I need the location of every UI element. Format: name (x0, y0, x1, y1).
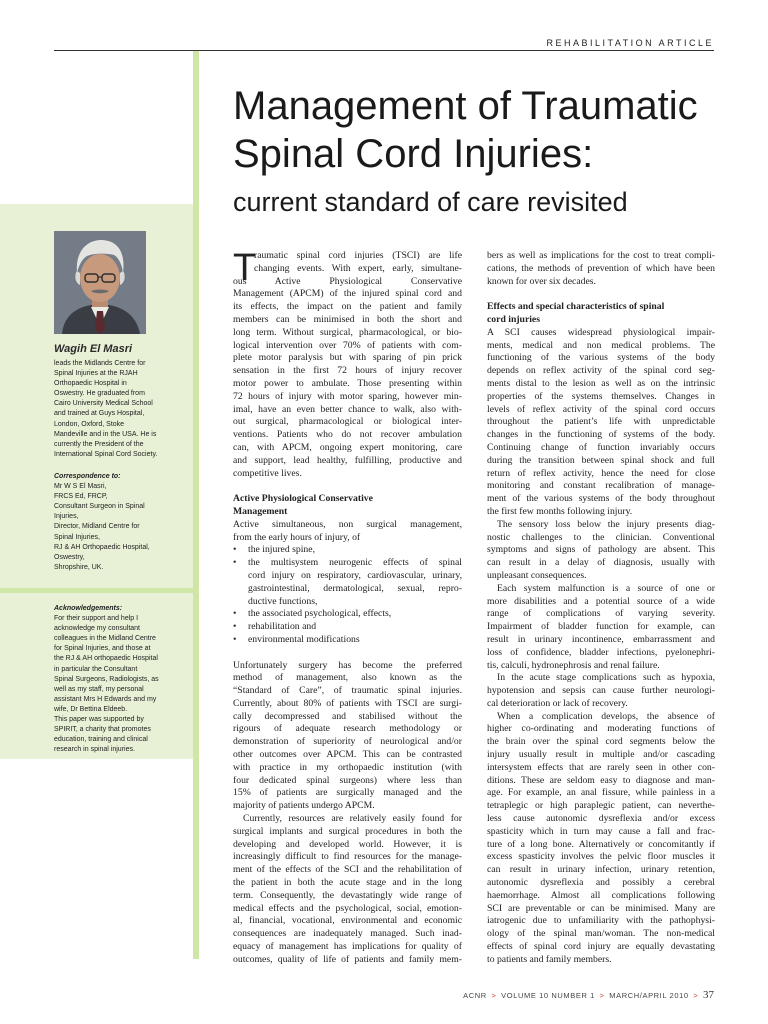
acknowledgements-line: research in spinal injuries. (54, 746, 135, 754)
text-line: tetraplegic or high paraplegic patient, can neverthe- (487, 800, 715, 812)
text-line: its effects, the impact on the patient and family (233, 301, 462, 313)
text-line: When a complication develops, the absence of (497, 710, 715, 722)
volume-info: VOLUME 10 NUMBER 1 (501, 991, 595, 1000)
bullet-continuation: cord injury on respiratory, cardiovascular, urinary, (248, 569, 462, 581)
sidebar-divider (0, 588, 193, 593)
intro-paragraph (233, 276, 462, 481)
acknowledgements-line: Spinal Surgeons, Radiologists, as (54, 675, 159, 683)
text-line: effects of spinal cord injury are equally devastating (487, 941, 715, 953)
text-line: properties of the systems themselves. Changes in (487, 390, 715, 402)
bio-line: Orthopaedic Hospital in (54, 380, 127, 388)
acute-paragraph (487, 672, 715, 710)
text-line: cations, the methods of prevention of which have been (487, 262, 715, 274)
text-line: during the transition between spinal shock and full (487, 454, 715, 466)
bullet-text: rehabilitation and (248, 621, 317, 633)
text-line: changing events. With expert, early, simultane- (254, 262, 462, 274)
text-line: the patient in both the acute stage and in the long (233, 877, 462, 889)
text-line: Impairment of bladder function for example, can (487, 621, 715, 633)
section-heading: Effects and special characteristics of spinal (487, 301, 665, 313)
text-line: ments, medical and non medical problems. The (487, 339, 715, 351)
bullet-marker: • (233, 557, 237, 569)
text-line: ditions. These are seldom easy to diagnose and man- (487, 774, 715, 786)
text-line: ment of the various systems of the body throughout (487, 493, 715, 505)
acknowledgements-line: This paper was supported by (54, 716, 144, 724)
text-line: raumatic spinal cord injuries (TSCI) are life (254, 250, 462, 261)
text-line: competitive lives. (233, 467, 302, 479)
text-line: term. Consequently, the devastatingly wide range of (233, 889, 462, 901)
text-line: A SCI causes widespread physiological impair- (487, 326, 715, 338)
bullet-marker: • (233, 544, 237, 556)
text-line: sensation in the first 72 hours of injury recover (233, 365, 462, 377)
text-line: members can be minimised in both the short and (233, 313, 462, 325)
text-line: injury usually result in multiple and/or cascading (487, 749, 715, 761)
text-line: throughout the patient’s life with unpredictable (487, 416, 715, 428)
page-footer (463, 989, 714, 1001)
acknowledgements-line: in particular the Consultant (54, 665, 138, 673)
text-line: ments distal to the lesion as well as on the intrinsic (487, 377, 715, 389)
acknowledgements-line: assistant Mrs H Edwards and my (54, 695, 157, 703)
effects-paragraph (487, 327, 715, 519)
bullet-marker: • (233, 633, 237, 645)
bullet-list (233, 544, 462, 646)
section-label: REHABILITATION ARTICLE (546, 38, 714, 48)
drop-cap: T (233, 247, 257, 289)
text-line: majority of patients undergo APCM. (233, 800, 375, 812)
correspondence-line: Shropshire, UK. (54, 563, 104, 571)
correspondence-line: Director, Midland Centre for (54, 523, 140, 531)
bullet-item (233, 608, 462, 621)
text-line: bers as well as implications for the cost to treat compli- (487, 250, 715, 261)
correspondence-line: Spinal Injuries, (54, 533, 100, 541)
text-line: excess spasticity involves the pelvic floor muscles it (487, 851, 715, 863)
text-line: hypotension and sepsis can cause further neurologi- (487, 685, 715, 697)
text-line: with practice in my orthopaedic institution (with (233, 761, 462, 773)
text-line: nostic challenges to the clinician. Conventional (487, 531, 715, 543)
acknowledgements-line: For their support and help I (54, 615, 139, 623)
resources-paragraph (233, 813, 462, 967)
text-line: result in urinary incontinence, embarrassment and (487, 633, 715, 645)
paragraph-gap (233, 480, 462, 493)
acknowledgements-line: SPIRIT, a charity that promotes (54, 726, 151, 734)
text-line: higher co-ordinating and moderating functions of (487, 723, 715, 735)
text-line: haemorrhage. Almost all complications following (487, 889, 715, 901)
acknowledgements-line: acknowledge my consultant (54, 625, 140, 633)
text-line: unpleasant consequences. (487, 569, 587, 581)
text-line: Currently, resources are relatively easily found for (243, 813, 462, 825)
text-line: increasingly difficult to find resources for the manage- (233, 851, 462, 863)
text-line: range of complications of varying severity. (487, 608, 715, 620)
journal-name: ACNR (463, 991, 487, 1000)
correspondence-line: FRCS Ed, FRCP, (54, 493, 108, 501)
acknowledgements-heading: Acknowledgements: (54, 605, 123, 612)
text-line: spasticity which in turn may cause a fall and frac- (487, 825, 715, 837)
text-line: developing and developed world. However, it is (233, 838, 462, 850)
arrow-icon: > (491, 991, 497, 1000)
text-line: Continuing change of function invariably occurs (487, 441, 715, 453)
correspondence-line: Oswestry, (54, 553, 85, 561)
complication-paragraph (487, 711, 715, 967)
bullet-item (233, 557, 462, 570)
text-line: cally decompressed and stabilised without the (233, 710, 462, 722)
text-line: less cause autonomic dysreflexia and/or excess (487, 813, 715, 825)
text-line: can result in a delay of diagnosis, usually with (487, 557, 715, 569)
bio-line: Oswestry. He graduated from (54, 390, 145, 398)
acknowledgements-line: wife, Dr Bettina Eldeeb. (54, 705, 128, 713)
text-line: The sensory loss below the injury presents diag- (497, 518, 715, 530)
article-subtitle: current standard of care revisited (233, 187, 628, 217)
text-line: intersystem effects that are rarely seen in other con- (487, 761, 715, 773)
text-line: rigours of adequate research methodology or (233, 723, 462, 735)
bullet-text: the injured spine, (248, 544, 315, 556)
text-line: and support, lead healthy, fulfilling, productive and (233, 454, 462, 466)
sensory-paragraph (487, 519, 715, 583)
section-heading: Active Physiological Conservative (233, 493, 373, 505)
bio-line: and trained at Guys Hospital, (54, 410, 145, 418)
bio-line: Spinal Injuries at the RJAH (54, 370, 138, 378)
acknowledgements-line: the RJ & AH orthopaedic Hospital (54, 655, 158, 663)
arrow-icon: > (599, 991, 605, 1000)
text-line: motor power to ambulate. Those presenting within (233, 377, 462, 389)
issue-date: MARCH/APRIL 2010 (609, 991, 689, 1000)
text-line: In the acute stage complications such as hypoxia, (497, 672, 715, 684)
text-line: more disabilities and a potential source of a wide (487, 595, 715, 607)
author-bio (54, 359, 184, 460)
text-line: tis, calculi, hydronephrosis and renal failure. (487, 659, 660, 671)
bio-line: Mandeville and in the USA. He is (54, 430, 157, 438)
section-heading: cord injuries (487, 313, 541, 325)
text-line: can result in urinary infection, urinary retention, (487, 864, 715, 876)
text-line: levels of reflex activity of the spinal cord occurs (487, 403, 715, 415)
text-line: symptoms and signs of pathology are absent. This (487, 544, 715, 556)
continuation-paragraph (487, 250, 715, 288)
bio-line: leads the Midlands Centre for (54, 360, 146, 367)
bullet-text: environmental modifications (248, 633, 360, 645)
text-line: 72 hours of injury with motor sparing, however min- (233, 390, 462, 402)
body-column-2 (487, 250, 715, 967)
text-line: known for over six decades. (487, 275, 596, 287)
text-line: “Standard of Care”, of traumatic spinal injuries. (233, 685, 462, 697)
text-line: Unfortunately surgery has become the preferred (233, 659, 462, 671)
text-line: outcomes, quality of life of patients and family mem- (233, 953, 462, 965)
paragraph-gap (487, 288, 715, 301)
text-line: functioning of the various systems of the body (487, 352, 715, 364)
correspondence-line: Injuries, (54, 513, 79, 521)
bullet-item (233, 544, 462, 557)
bullet-text: the associated psychological, effects, (248, 608, 392, 620)
page-number: 37 (703, 989, 714, 1001)
text-line: return of reflex activity, hence the need for close (487, 467, 715, 479)
article-title (233, 82, 733, 178)
text-line: other outcomes over APCM. This can be contrasted (233, 749, 462, 761)
bio-line: Cairo University Medical School (54, 400, 153, 408)
text-line: ous Active Physiological Conservative (233, 275, 462, 287)
bullet-text: the multisystem neurogenic effects of spinal (248, 557, 462, 569)
text-line: can, with APCM, ongoing expert monitoring, care (233, 441, 462, 453)
bullet-continuation: ductive functions, (248, 595, 318, 607)
arrow-icon: > (693, 991, 699, 1000)
text-line: long term. Without surgical, pharmacological, or bio- (233, 326, 462, 338)
acknowledgements-line: for Spinal Injuries, and those at (54, 645, 151, 653)
text-line: ment of the effects of the SCI and the rehabilitation of (233, 864, 462, 876)
body-column-1 (233, 247, 462, 967)
text-line: out surgical, pharmacological or biological inter- (233, 416, 462, 428)
acknowledgements-line: education, training and clinical (54, 736, 148, 744)
bio-line: London, Oxford, Stoke (54, 420, 125, 428)
text-line: Currently, about 80% of patients with TSCI are surgi- (233, 697, 462, 709)
text-line: the brain over the spinal cord segments below the (487, 736, 715, 748)
text-line: medical effects and the psychological, social, emotion- (233, 902, 462, 914)
author-photo (54, 231, 146, 334)
correspondence-block (54, 472, 184, 573)
bio-line: International Spinal Cord Society. (54, 450, 158, 458)
surgery-paragraph (233, 660, 462, 814)
text-line: plete motor paralysis but with sparing of pin prick (233, 352, 462, 364)
text-line: from the early hours of injury, of (233, 531, 361, 543)
text-line: ology of the spinal man/woman. The non-medical (487, 928, 715, 940)
paragraph-gap (233, 647, 462, 660)
acknowledgements-block (54, 604, 184, 755)
bullet-continuation: gastrointestinal, dermatological, sexual, repro- (248, 582, 462, 594)
text-line: consequences are inadequately managed. Such inad- (233, 928, 462, 940)
text-line: logical intervention over 70% of patients with com- (233, 339, 462, 351)
correspondence-line: Mr W S El Masri, (54, 483, 107, 491)
text-line: the first few months following injury. (487, 505, 633, 517)
text-line: method of management, also known as the (233, 672, 462, 684)
bullet-marker: • (233, 608, 237, 620)
text-line: cal deterioration or lack of recovery. (487, 697, 628, 709)
text-line: four dedicated spinal surgeons) where less than (233, 774, 462, 786)
text-line: surgical implants and surgical procedures in both the (233, 825, 462, 837)
text-line: 15% of patients are surgically managed and the (233, 787, 462, 799)
text-line: ventions. Patients who do not recover ambulation (233, 429, 462, 441)
text-line: to patients and family members. (487, 953, 612, 965)
text-line: age. For example, an anal fissure, while painless in a (487, 787, 715, 799)
text-line: SCI are preventable or can be minimised. Many are (487, 902, 715, 914)
author-name: Wagih El Masri (54, 343, 133, 355)
title-line: Spinal Cord Injuries: (233, 132, 594, 176)
acknowledgements-line: colleagues in the Midland Centre (54, 635, 156, 643)
correspondence-heading: Correspondence to: (54, 473, 121, 480)
text-line: autonomic dysreflexia and possibly a cerebral (487, 877, 715, 889)
text-line: demonstration of superiority of neurological and/or (233, 736, 462, 748)
text-line: Each system malfunction is a source of one or (497, 582, 715, 594)
text-line: Active simultaneous, non surgical management, (233, 518, 462, 530)
text-line: ture of a long bone. Alternatively or concomitantly if (487, 838, 715, 850)
author-portrait-icon (54, 231, 146, 334)
text-line: monitoring and constant recalibration of manage- (487, 480, 715, 492)
text-line: changes in the functioning of systems of the body. (487, 429, 715, 441)
bullet-marker: • (233, 621, 237, 633)
correspondence-line: RJ & AH Orthopaedic Hospital, (54, 543, 150, 551)
text-line: depends on reflex activity of the spinal cord seg- (487, 365, 715, 377)
title-line: Management of Traumatic (233, 84, 698, 128)
text-line: equacy of management has implications for quality of (233, 941, 462, 953)
bullet-item (233, 634, 462, 647)
section-heading: Management (233, 505, 288, 517)
text-line: imal, have an even better chance to walk, also with- (233, 403, 462, 415)
top-rule (54, 50, 714, 51)
bullet-item (233, 621, 462, 634)
accent-bar (193, 51, 199, 959)
correspondence-line: Consultant Surgeon in Spinal (54, 503, 145, 511)
acknowledgements-line: well as my staff, my personal (54, 685, 144, 693)
text-line: al, financial, vocational, environmental and economic (233, 915, 462, 927)
text-line: loss of confidence, bladder infections, pyelonephri- (487, 646, 715, 658)
bio-line: currently the President of the (54, 440, 144, 448)
malfunction-paragraph (487, 583, 715, 673)
text-line: iatrogenic due to unfamiliarity with the pathophysi- (487, 915, 715, 927)
text-line: Management (APCM) of the injured spinal cord and (233, 288, 462, 300)
